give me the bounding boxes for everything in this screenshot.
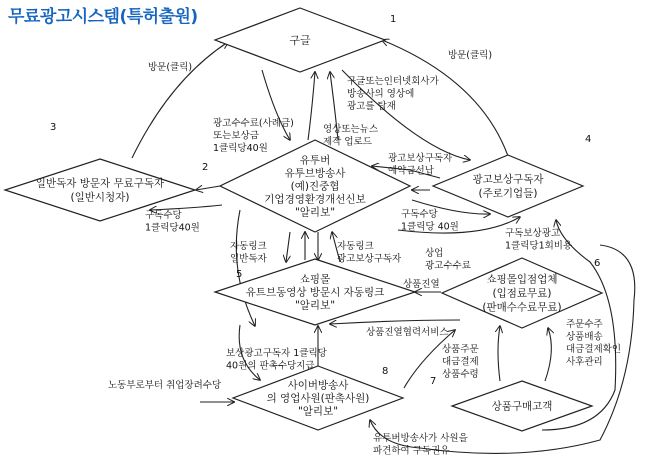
edge-label-line: 방송사의 영상에 <box>347 88 415 100</box>
edge-label-reward-ad-sub <box>226 347 328 372</box>
node-number: 8 <box>382 366 389 377</box>
node-label-line: 기업경영환경개선신보 <box>264 193 366 206</box>
node-advertiser <box>433 134 591 217</box>
node-diamond-shape <box>433 155 583 217</box>
edge-label-line: 광고수수료 <box>425 260 471 272</box>
edge-label-line: 광고보상구독자 <box>337 253 402 265</box>
edge-label-line: 일반독자 <box>230 253 267 265</box>
edge-label-line: 방문(클릭) <box>447 50 493 61</box>
edge-label-line: 주문수주 <box>566 319 603 330</box>
node-number: 6 <box>594 258 601 269</box>
connector-arrow <box>545 328 551 381</box>
node-label-line: 쇼핑몰 <box>299 273 331 286</box>
edge-label-line: 대금결제확인 <box>566 344 622 355</box>
node-label-line: 유투브방송사 <box>284 167 346 180</box>
edge-label-line: 광고수수료(사례금) <box>213 118 294 129</box>
edge-label-line: 상품수령 <box>442 369 479 380</box>
page-title: 무료광고시스템(특허출원) <box>8 7 198 27</box>
connector-arrow <box>498 326 500 381</box>
node-label-line: 일반독자 방문자 무료구독자 <box>35 177 165 190</box>
node-label-line: (예)진중협 <box>290 180 340 193</box>
edge-label-ad-reward-reserve <box>388 152 453 177</box>
edge-label-autolink-viewer <box>230 240 268 265</box>
node-number: 5 <box>236 269 243 280</box>
edge-label-line: 1클릭당40원 <box>145 222 200 234</box>
node-label-line: 광고보상구독자 <box>472 173 544 186</box>
edge-label-employment-wage <box>108 379 222 391</box>
edge-label-order-delivery <box>566 319 621 368</box>
edge-label-dispatch-sales <box>373 432 468 457</box>
connector-arrow <box>236 210 255 326</box>
edge-label-line: 광고보상구독자 <box>388 153 453 164</box>
node-viewer <box>5 122 195 221</box>
node-label-line: (입점료무료) <box>492 287 552 300</box>
connector-arrow <box>308 72 315 140</box>
edge-label-line: 구독수당 <box>145 210 182 221</box>
edge-label-line: 구글또는인터넷회사가 <box>347 76 439 87</box>
connector-arrow <box>196 186 220 190</box>
node-label-line: 구글 <box>289 33 311 47</box>
edge-label-line: 상품진열 <box>403 279 440 290</box>
edge-label-sub-reward-ad <box>505 227 572 252</box>
node-google <box>215 8 396 72</box>
edge-label-line: 제작 업로드 <box>323 136 372 148</box>
node-label-line: 의 영업사원(판촉사원) <box>266 392 370 405</box>
edge-label-line: 사후관리 <box>566 356 603 368</box>
edge-label-visit-click-1 <box>148 61 192 73</box>
edge-label-line: 파견하여 구독권유 <box>373 445 450 457</box>
edge-label-sub-allowance-3 <box>145 209 200 234</box>
node-number: 4 <box>585 134 592 145</box>
node-label-line: "알리보" <box>294 299 336 312</box>
edge-label-line: 구독보상광고 <box>505 228 561 239</box>
edge-label-product-ad-fee <box>425 247 471 272</box>
edge-label-line: 유투버방송사가 사원을 <box>373 433 468 444</box>
edge-label-product-cooperation <box>366 326 449 338</box>
edge-label-line: 예약금선납 <box>388 165 434 177</box>
node-label-line: "알리보" <box>297 405 339 418</box>
edge-label-visit-click-4 <box>448 49 492 61</box>
edge-label-line: 구독수당 <box>401 209 438 220</box>
node-label-line: (판매수수료무료) <box>482 301 562 314</box>
edge-label-autolink-adreward <box>337 240 402 265</box>
edge-label-line: 1클릭당 40원 <box>401 221 459 233</box>
node-number: 2 <box>202 162 209 173</box>
edge-label-line: 영상또는뉴스 <box>323 124 379 135</box>
node-label-line: (일반시청자) <box>70 191 130 204</box>
edge-label-ad-fee <box>213 117 294 154</box>
node-label-line: (주로기업들) <box>478 187 538 200</box>
node-label-line: 쇼핑몰입점업체 <box>486 273 558 286</box>
connector-arrow <box>330 320 460 324</box>
connector-arrow <box>262 70 290 140</box>
edge-label-line: 40원의 판촉수당지급 <box>226 360 315 372</box>
edge-label-line: 방문(클릭) <box>148 62 193 73</box>
edge-label-line: 노동부로부터 취업장려수당 <box>108 380 222 391</box>
edge-label-line: 보상광고구독자 1클릭당 <box>226 348 327 359</box>
node-customer <box>430 376 592 431</box>
edge-label-line: 상업 <box>425 248 444 259</box>
node-number: 3 <box>50 122 57 133</box>
node-number: 7 <box>430 376 437 387</box>
node-label-line: 유트브동영상 방문시 자동링크 <box>245 286 385 299</box>
edge-label-line: 상품주문 <box>442 344 479 355</box>
edge-label-line: 또는보상금 <box>213 130 259 142</box>
connector-arrow <box>286 232 290 262</box>
edge-label-line: 광고를 탑재 <box>347 101 396 112</box>
edge-label-line: 1클릭당40원 <box>213 143 268 154</box>
edge-label-google-ads <box>347 75 440 112</box>
edge-label-line: 자동링크 <box>230 241 267 252</box>
edge-label-line: 대금결제 <box>442 356 479 368</box>
edge-label-product-display <box>403 278 440 290</box>
node-label-line: 상품구매고객 <box>491 400 553 413</box>
edge-label-line: 자동링크 <box>337 241 374 252</box>
node-label-line: 사이버방송사 <box>287 379 349 392</box>
node-label-line: 유투버 <box>299 154 331 167</box>
node-cyber <box>233 366 403 430</box>
edge-label-line: 상품진열협력서비스 <box>366 327 449 338</box>
edge-label-order-payment <box>442 343 479 380</box>
edge-label-line: 1클릭당1회비용 <box>505 240 573 252</box>
edge-label-video-upload <box>323 123 378 148</box>
edge-label-line: 상품배송 <box>566 331 603 343</box>
edge-label-sub-allowance-4 <box>401 208 459 233</box>
node-label-line: "알리보" <box>294 206 336 219</box>
node-mall <box>215 259 415 325</box>
node-number: 1 <box>390 14 397 25</box>
